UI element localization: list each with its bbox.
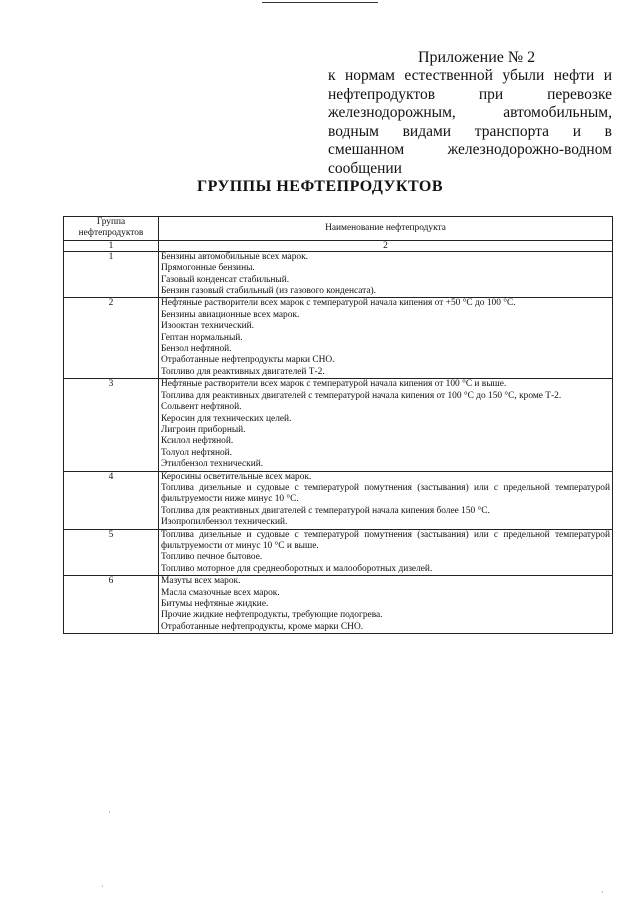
product-item: Газовый конденсат стабильный. <box>161 274 290 285</box>
product-list <box>159 251 613 298</box>
column-number-2: 2 <box>159 240 613 251</box>
product-item: Бензины автомобильные всех марок. <box>161 251 308 262</box>
product-item: Нефтяные растворители всех марок с температурой начала кипения от +50 °С до 100 °С. <box>161 298 516 309</box>
table-row <box>64 576 613 634</box>
product-item: Отработанные нефтепродукты марки СНО. <box>161 355 335 366</box>
product-item: Лигроин приборный. <box>161 424 246 435</box>
product-item: Отработанные нефтепродукты, кроме марки СНО. <box>161 621 364 632</box>
product-item: Этилбензол технический. <box>161 459 264 470</box>
group-number: 1 <box>64 251 159 298</box>
product-list <box>159 576 613 634</box>
product-list <box>159 298 613 379</box>
product-item: Ксилол нефтяной. <box>161 436 234 447</box>
product-item: Топливо печное бытовое. <box>161 552 263 563</box>
product-item: Прямогонные бензины. <box>161 263 255 274</box>
product-item: Толуол нефтяной. <box>161 447 233 458</box>
appendix-text: к нормам естественной убыли нефти и нефтепродуктов при перевозке железнодорожным, автомобильным, водным видами транспорта и в смешанном железнодорожно-водном сообщении <box>328 67 612 177</box>
page-title: ГРУППЫ НЕФТЕПРОДУКТОВ <box>196 178 444 195</box>
product-item: Изопропилбензол технический. <box>161 517 288 528</box>
table-row <box>64 298 613 379</box>
product-item: Топлива для реактивных двигателей с температурой начала кипения более 150 °С. <box>161 505 490 516</box>
appendix-title: Приложение № 2 <box>418 49 536 66</box>
product-item: Бензин газовый стабильный (из газового конденсата). <box>161 286 377 297</box>
product-item: Нефтяные растворители всех марок с температурой начала кипения от 100 °С и выше. <box>161 379 507 390</box>
product-item: Гептан нормальный. <box>161 332 243 343</box>
product-item: Мазуты всех марок. <box>161 576 241 587</box>
table-body <box>64 251 613 633</box>
product-list <box>159 379 613 471</box>
product-item: Битумы нефтяные жидкие. <box>161 599 269 609</box>
group-number: 2 <box>64 298 159 379</box>
product-item: Изооктан технический. <box>161 321 255 332</box>
product-item: Топлива для реактивных двигателей с температурой начала кипения от 100 °С до 150 °С, кроме Т-2. <box>161 390 562 401</box>
scan-mark: · <box>601 888 604 897</box>
column-header-name: Наименование нефтепродукта <box>159 217 613 241</box>
column-header-group: Группа нефтепродуктов <box>64 217 159 241</box>
scan-mark: · <box>108 808 111 817</box>
top-rule <box>262 2 378 3</box>
product-item: Топлива дизельные и судовые с температурой помутнения (застывания) или с предельной температурой фильтруемости от минус 10 °С и выше. <box>161 529 610 551</box>
table-row <box>64 529 613 576</box>
product-item: Керосины осветительные всех марок. <box>161 471 312 482</box>
product-item: Прочие жидкие нефтепродукты, требующие подогрева. <box>161 610 383 621</box>
group-number: 3 <box>64 379 159 471</box>
scan-mark: · <box>101 882 104 891</box>
product-item: Бензины авиационные всех марок. <box>161 309 300 320</box>
product-item: Масла смазочные всех марок. <box>161 587 280 598</box>
table-row <box>64 379 613 471</box>
product-groups-table <box>63 216 613 634</box>
product-item: Топлива дизельные и судовые с температурой помутнения (застывания) или с предельной температурой фильтруемости ниже минус 10 °С. <box>161 482 610 505</box>
table-row <box>64 471 613 529</box>
group-number: 5 <box>64 529 159 576</box>
product-item: Топливо для реактивных двигателей Т-2. <box>161 366 325 377</box>
product-item: Топливо моторное для среднеоборотных и малооборотных дизелей. <box>161 563 433 574</box>
product-item: Бензол нефтяной. <box>161 344 232 355</box>
group-number: 4 <box>64 471 159 529</box>
product-list <box>159 529 613 576</box>
column-number-1: 1 <box>64 240 159 251</box>
product-item: Керосин для технических целей. <box>161 413 292 424</box>
appendix-block <box>328 48 612 178</box>
group-number: 6 <box>64 576 159 634</box>
table-row <box>64 251 613 298</box>
product-item: Сольвент нефтяной. <box>161 402 242 413</box>
product-list <box>159 471 613 529</box>
